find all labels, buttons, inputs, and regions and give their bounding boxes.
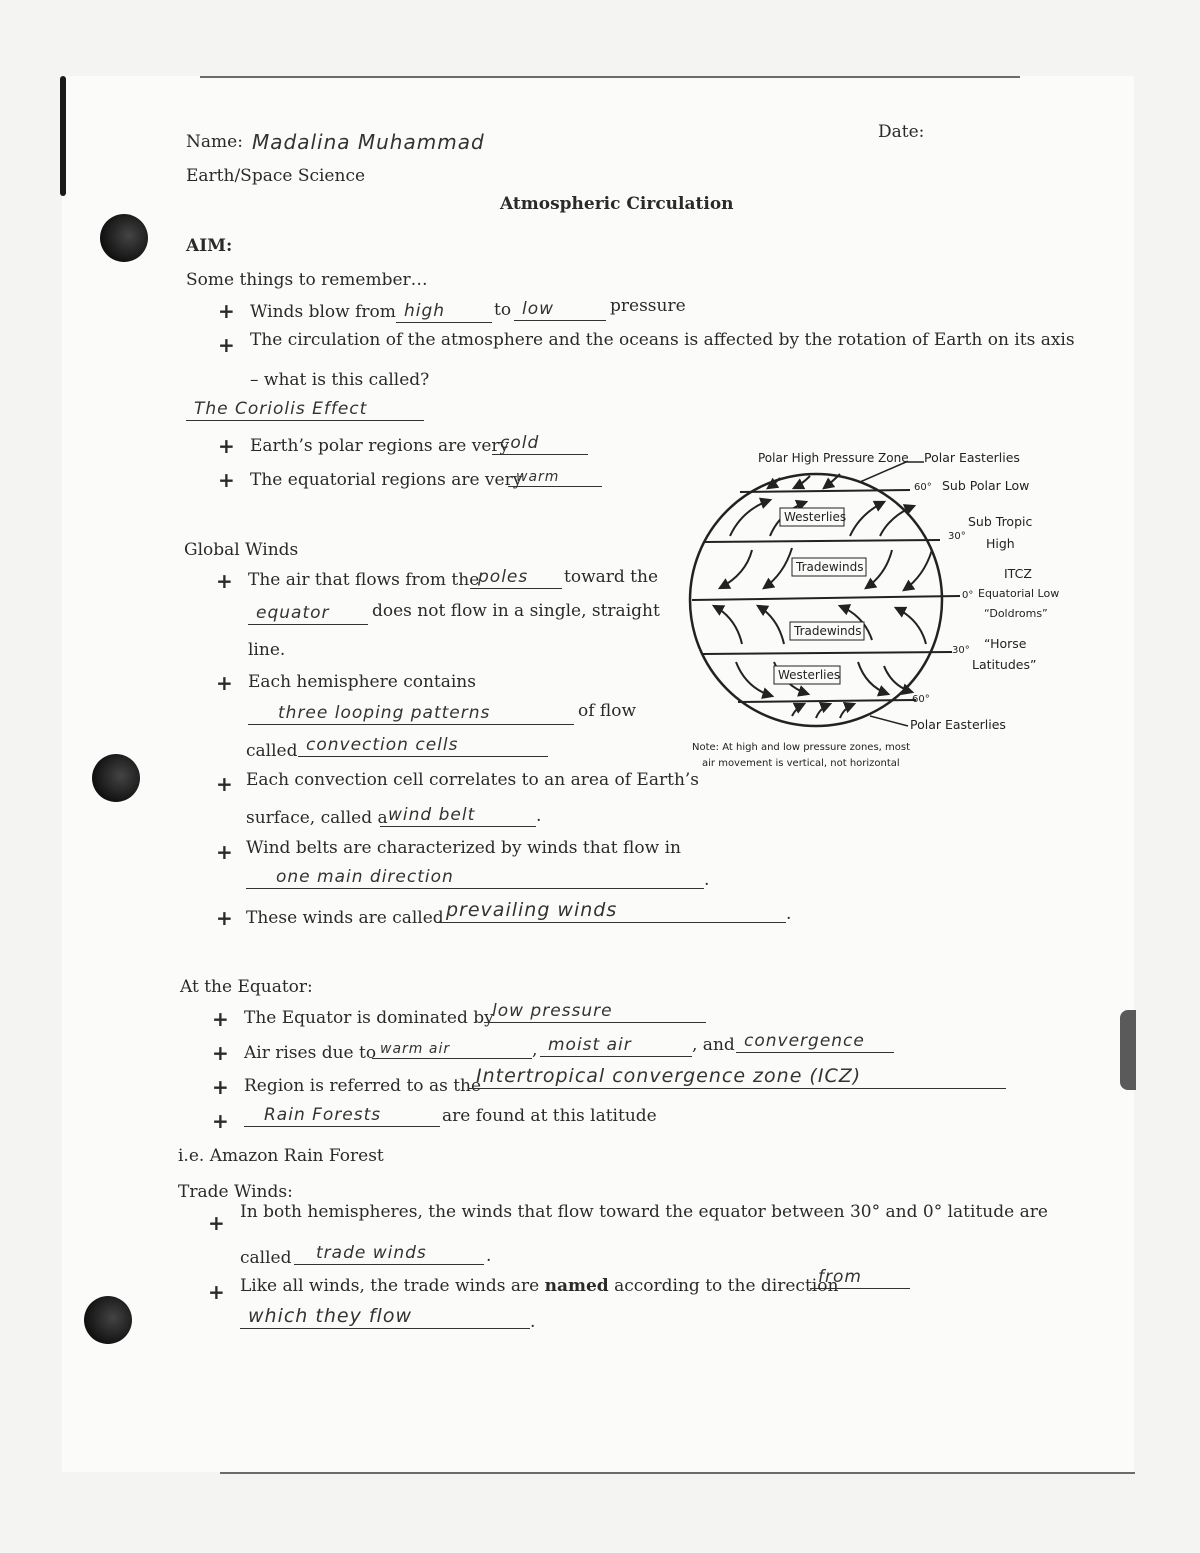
bullet-plus: + (212, 1007, 229, 1031)
bullet-plus: + (218, 434, 235, 458)
label-itcz: ITCZ (1004, 566, 1032, 581)
bullet-plus: + (208, 1211, 225, 1235)
trade-heading: Trade Winds: (178, 1182, 293, 1202)
winds-answer-2: low (522, 299, 555, 319)
belt-period: . (704, 870, 710, 890)
like-answer-2: which they flow (248, 1305, 412, 1327)
cell-period: . (536, 806, 542, 826)
winds-prefix: Winds blow from (250, 302, 396, 322)
winds-blank-1 (396, 300, 492, 323)
punch-hole-top (100, 214, 148, 262)
like-suffix: according to the direction (614, 1276, 839, 1296)
equatorial-text: The equatorial regions are very (250, 470, 523, 490)
belt-blank (246, 866, 704, 889)
polar-answer: cold (500, 433, 540, 453)
air-answer-1: poles (478, 567, 529, 587)
bullet-plus: + (218, 468, 235, 492)
circulation-blank (186, 398, 424, 421)
winds-suffix: pressure (610, 296, 686, 316)
like-text (240, 1276, 838, 1296)
bullet-plus: + (216, 772, 233, 796)
bullet-plus: + (216, 671, 233, 695)
cell-line-2: surface, called a (246, 808, 388, 828)
punch-hole-middle (92, 754, 140, 802)
winds-blank-2 (514, 298, 606, 321)
label-polar-high: Polar High Pressure Zone (758, 451, 909, 465)
equator-heading: At the Equator: (180, 977, 313, 997)
paper-edge-shadow (60, 76, 66, 196)
remember-heading: Some things to remember… (186, 270, 428, 290)
label-deg60-top: 60° (914, 482, 932, 493)
lat-line-30s (702, 652, 952, 654)
aim-label: AIM: (186, 236, 233, 256)
hemi-answer-2: convection cells (306, 735, 459, 755)
air-answer-2: equator (256, 603, 330, 623)
rain-blank (244, 1104, 440, 1127)
like-blank-2 (240, 1306, 530, 1329)
region-answer: Intertropical convergence zone (ICZ) (476, 1065, 862, 1087)
label-equatorial-low: Equatorial Low (978, 587, 1060, 600)
bullet-plus: + (216, 906, 233, 930)
label-deg0: 0° (962, 590, 974, 601)
these-answer: prevailing winds (446, 899, 618, 921)
like-bold: named (544, 1276, 609, 1296)
circulation-line-2: – what is this called? (250, 370, 430, 390)
both-called: called (240, 1248, 292, 1268)
name-value: Madalina Muhammad (252, 130, 485, 154)
hemi-text: Each hemisphere contains (248, 672, 476, 692)
belt-line-1: Wind belts are characterized by winds that flow in (246, 838, 681, 858)
like-prefix: Like all winds, the trade winds are (240, 1276, 540, 1296)
both-blank (294, 1242, 484, 1265)
course-label: Earth/Space Science (186, 166, 366, 186)
circulation-answer: The Coriolis Effect (194, 399, 368, 419)
rises-blank-3 (736, 1030, 894, 1053)
ie-text: i.e. Amazon Rain Forest (178, 1146, 384, 1166)
rises-and: , and (692, 1035, 735, 1055)
label-horse: “Horse (984, 636, 1027, 651)
paper-edge-shadow-right (1120, 1010, 1136, 1090)
like-blank-1 (810, 1266, 910, 1289)
rises-comma: , (532, 1040, 538, 1060)
top-rule (200, 76, 1020, 78)
label-high: High (986, 536, 1015, 551)
pointer-line (870, 716, 908, 726)
label-westerlies-bottom: Westerlies (778, 668, 841, 682)
air-suffix-2: line. (248, 640, 286, 660)
like-answer-1: from (818, 1267, 862, 1287)
hemi-mid: of flow (578, 701, 637, 721)
both-line-1: In both hemispheres, the winds that flow toward the equator between 30° and 0° latitude are (240, 1202, 1048, 1222)
label-deg60-bottom: 60° (912, 694, 930, 705)
bullet-plus: + (208, 1280, 225, 1304)
rises-answer-3: convergence (744, 1031, 865, 1051)
hemi-called: called (246, 741, 298, 761)
note-line-2: air movement is vertical, not horizontal (702, 758, 900, 769)
rain-answer: Rain Forests (264, 1105, 382, 1125)
dominated-answer: low pressure (492, 1001, 613, 1021)
bullet-plus: + (218, 299, 235, 323)
date-label: Date: (878, 122, 925, 142)
label-deg30-top: 30° (948, 531, 966, 542)
these-period: . (786, 904, 792, 924)
polar-blank (492, 432, 588, 455)
both-period: . (486, 1246, 492, 1266)
bullet-plus: + (216, 569, 233, 593)
like-period: . (530, 1312, 536, 1332)
bullet-plus: + (212, 1109, 229, 1133)
cell-answer: wind belt (388, 805, 476, 825)
label-latitudes: Latitudes” (972, 657, 1037, 672)
air-suffix: does not flow in a single, straight (372, 601, 660, 621)
winds-answer-1: high (404, 301, 446, 321)
lat-line-30n (704, 540, 940, 542)
dominated-blank (484, 1000, 706, 1023)
air-blank-2 (248, 602, 368, 625)
equatorial-blank (508, 464, 602, 487)
label-tradewinds-bottom: Tradewinds (794, 624, 862, 638)
rises-answer-2: moist air (548, 1035, 632, 1055)
equatorial-answer: warm (516, 469, 560, 485)
punch-hole-bottom (84, 1296, 132, 1344)
rises-blank-2 (540, 1034, 692, 1057)
dominated-text: The Equator is dominated by (244, 1008, 494, 1028)
label-deg30-bottom: 30° (952, 645, 970, 656)
cell-blank (380, 804, 536, 827)
label-polar-easterlies-top: Polar Easterlies (924, 450, 1020, 465)
label-doldrums: “Doldroms” (984, 607, 1048, 620)
bullet-plus: + (216, 840, 233, 864)
name-label: Name: (186, 132, 243, 152)
bullet-plus: + (212, 1041, 229, 1065)
pointer-line (860, 462, 906, 482)
rises-blank-1 (372, 1036, 532, 1059)
air-prefix: The air that flows from the (248, 570, 480, 590)
polar-text: Earth’s polar regions are very (250, 436, 510, 456)
bottom-rule (220, 1472, 1135, 1474)
hemi-blank-1 (248, 702, 574, 725)
lat-line-60n (740, 490, 910, 492)
winds-mid: to (494, 300, 512, 320)
hemi-answer: three looping patterns (278, 703, 491, 723)
hemi-blank-2 (298, 734, 548, 757)
label-polar-easterlies-bottom: Polar Easterlies (910, 717, 1006, 732)
page-title: Atmospheric Circulation (500, 194, 734, 214)
label-westerlies-top: Westerlies (784, 510, 847, 524)
both-answer: trade winds (316, 1243, 427, 1263)
these-text: These winds are called (246, 908, 444, 928)
belt-answer: one main direction (276, 867, 454, 887)
note-line-1: Note: At high and low pressure zones, most (692, 742, 910, 753)
bullet-plus: + (212, 1075, 229, 1099)
global-wind-diagram (680, 440, 1080, 780)
bullet-plus: + (218, 333, 235, 357)
region-text: Region is referred to as the (244, 1076, 482, 1096)
rises-answer-1: warm air (380, 1041, 451, 1057)
region-blank (468, 1066, 1006, 1089)
these-blank (438, 900, 786, 923)
arrows-polar-easterlies-south (792, 704, 854, 718)
air-mid: toward the (564, 567, 659, 587)
rain-text: are found at this latitude (442, 1106, 657, 1126)
lat-line-equator (692, 596, 960, 600)
cell-line-1: Each convection cell correlates to an area of Earth’s (246, 770, 700, 790)
rises-text: Air rises due to (244, 1043, 377, 1063)
air-blank-1 (470, 566, 562, 589)
label-sub-polar-low: Sub Polar Low (942, 478, 1030, 493)
circulation-line-1: The circulation of the atmosphere and the oceans is affected by the rotation of Earth on its axis (250, 330, 1075, 350)
arrows-polar-easterlies-north (768, 474, 840, 488)
label-tradewinds-top: Tradewinds (796, 560, 864, 574)
global-winds-heading: Global Winds (184, 540, 299, 560)
label-sub-tropic: Sub Tropic (968, 514, 1033, 529)
